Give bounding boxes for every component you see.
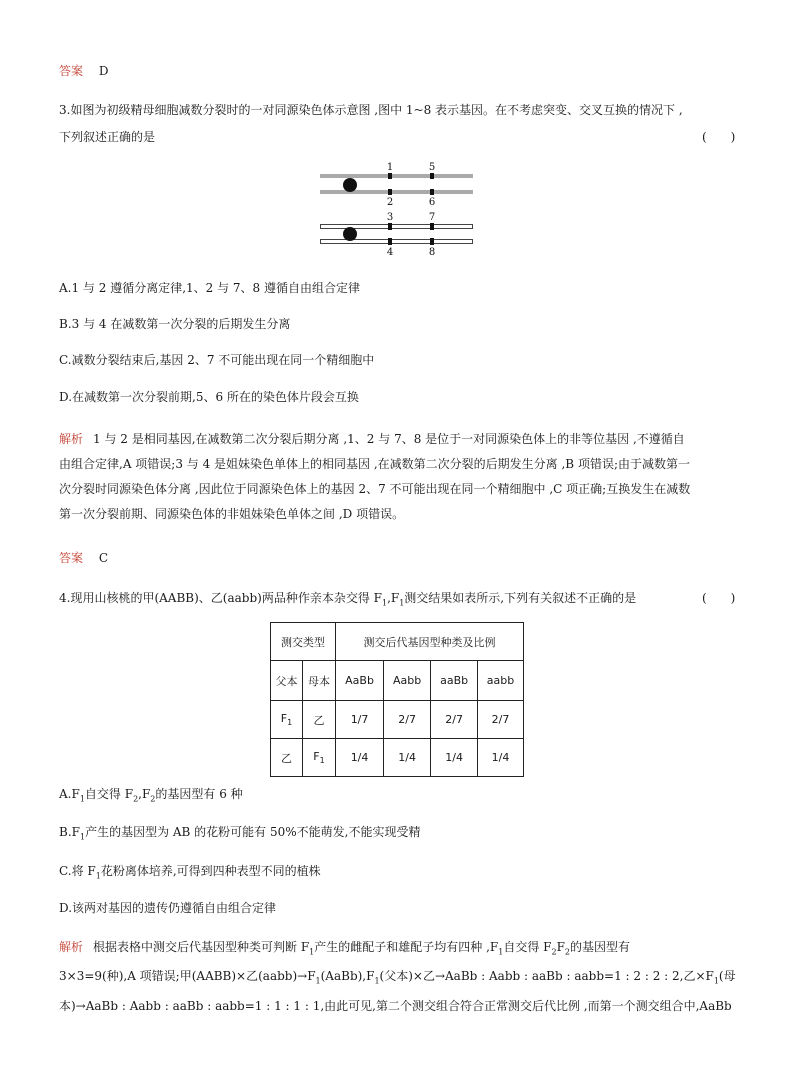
col-mother: 母本: [303, 661, 336, 701]
centromere-upper: [343, 178, 357, 192]
gene-label-6: 6: [428, 197, 436, 208]
table-row: [271, 739, 524, 777]
q3-option-c: C.减数分裂结束后,基因 2、7 不可能出现在同一个精细胞中: [59, 353, 375, 367]
table-cell: 1/4: [431, 739, 478, 777]
gene-marker-6: [430, 189, 434, 195]
answer-value: C: [98, 551, 109, 565]
gene-marker-8: [430, 238, 434, 245]
q4-option-d: D.该两对基因的遗传仍遵循自由组合定律: [59, 901, 277, 915]
analysis-label: 解析: [59, 940, 84, 954]
answer-label: 答案: [59, 551, 84, 565]
gene-label-7: 7: [428, 212, 436, 223]
q3-answer: [59, 549, 108, 566]
table-cell: 1/4: [478, 739, 524, 777]
analysis-line: 次分裂时同源染色体分离 ,因此位于同源染色体上的基因 2、7 不可能出现在同一个精细胞中 ,C 项正确;互换发生在减数: [59, 482, 691, 496]
col-genotype: AaBb: [336, 661, 384, 701]
gene-label-8: 8: [428, 247, 436, 258]
chromatid-2: [320, 190, 473, 194]
q4-stem: 4.现用山核桃的甲(AABB)、乙(aabb)两品种作亲本杂交得 $F_1,F_1$测交结果如表所示,下列有关叙述不正确的是: [59, 591, 637, 608]
col-genotype: aabb: [478, 661, 524, 701]
gene-marker-4: [388, 238, 392, 245]
gene-label-5: 5: [428, 162, 436, 173]
gene-marker-1: [388, 173, 392, 179]
table-cell: 1/4: [384, 739, 431, 777]
gene-marker-5: [430, 173, 434, 179]
gene-label-1: 1: [386, 162, 394, 173]
gene-marker-3: [388, 223, 392, 230]
table-cell: 2/7: [384, 701, 431, 739]
q4-option-b: $B.F_1$产生的基因型为 AB 的花粉可能有 50%不能萌发,不能实现受精: [59, 825, 421, 842]
analysis-line: 由组合定律,A 项错误;3 与 4 是姐妹染色单体上的相同基因 ,在减数第二次分裂的后期发生分离 ,B 项错误;由于减数第一: [59, 457, 690, 471]
table-row: [271, 701, 524, 739]
q3-stem-line2: 下列叙述正确的是: [59, 130, 156, 144]
q3-option-b: B.3 与 4 在减数第一次分裂的后期发生分离: [59, 317, 291, 331]
homologous-chromosome-diagram: [316, 158, 476, 258]
q4-option-c: C.将 $F_1$花粉离体培养,可得到四种表型不同的植株: [59, 864, 321, 881]
col-genotype: Aabb: [384, 661, 431, 701]
gene-marker-7: [430, 223, 434, 230]
q4-answer-bracket: ( ): [702, 591, 736, 605]
answer-value: D: [98, 64, 109, 78]
q4-analysis: [59, 935, 749, 1019]
q4-option-a: $A.F_1$自交得 $F_2,F_2$的基因型有 6 种: [59, 787, 243, 804]
analysis-line: 3×3=9(种),A 项错误;甲(AABB)×乙$(aabb)\to F_1(AaBb),F_1$(父本)×乙→AaBb : Aabb : aaBb : aabb=1 : 2 : 2 : 2,乙$\times F_1$(母: [59, 969, 736, 986]
analysis-label: 解析: [59, 432, 84, 446]
table-cell: 1/7: [336, 701, 384, 739]
header-cross-type: 测交类型: [271, 623, 336, 661]
testcross-table: [270, 622, 524, 777]
chromatid-1: [320, 174, 473, 178]
q3-stem-line1: 3.如图为初级精母细胞减数分裂时的一对同源染色体示意图 ,图中 1~8 表示基因。在不考虑突变、交叉互换的情况下 ,: [59, 103, 683, 117]
analysis-line: 1 与 2 是相同基因,在减数第二次分裂后期分离 ,1、2 与 7、8 是位于一对同源染色体上的非等位基因 ,不遵循自: [93, 432, 685, 446]
gene-label-4: 4: [386, 247, 394, 258]
row2-mother: $F_1$: [303, 739, 336, 777]
q3-answer-bracket: ( ): [702, 130, 736, 144]
gene-label-3: 3: [386, 212, 394, 223]
row2-father: 乙: [271, 739, 303, 777]
row1-father: $F_1$: [271, 701, 303, 739]
gene-marker-2: [388, 189, 392, 195]
table-cell: 1/4: [336, 739, 384, 777]
col-father: 父本: [271, 661, 303, 701]
gene-label-2: 2: [386, 197, 394, 208]
q3-option-d: D.在减数第一次分裂前期,5、6 所在的染色体片段会互换: [59, 390, 359, 404]
table-cell: 2/7: [478, 701, 524, 739]
analysis-line: 本)→AaBb : Aabb : aaBb : aabb=1 : 1 : 1 : 1,由此可见,第二个测交组合符合正常测交后代比例 ,而第一个测交组合中,AaBb: [59, 998, 732, 1013]
q3-option-a: A.1 与 2 遵循分离定律,1、2 与 7、8 遵循自由组合定律: [59, 281, 360, 295]
q2-answer: [59, 62, 108, 79]
chromatid-4: [321, 240, 473, 244]
header-offspring-ratio: 测交后代基因型种类及比例: [336, 623, 524, 661]
analysis-line: 解析 根据表格中测交后代基因型种类可判断 $F_1$产生的雌配子和雄配子均有四种 $,F_1$自交得 $F_2F_2$的基因型有: [59, 940, 631, 957]
col-genotype: aaBb: [431, 661, 478, 701]
chromatid-3: [321, 225, 473, 229]
q3-analysis: [59, 427, 749, 527]
table-cell: 2/7: [431, 701, 478, 739]
centromere-lower: [343, 227, 357, 241]
row1-mother: 乙: [303, 701, 336, 739]
analysis-line: 第一次分裂前期、同源染色体的非姐妹染色单体之间 ,D 项错误。: [59, 507, 405, 521]
answer-label: 答案: [59, 64, 84, 78]
